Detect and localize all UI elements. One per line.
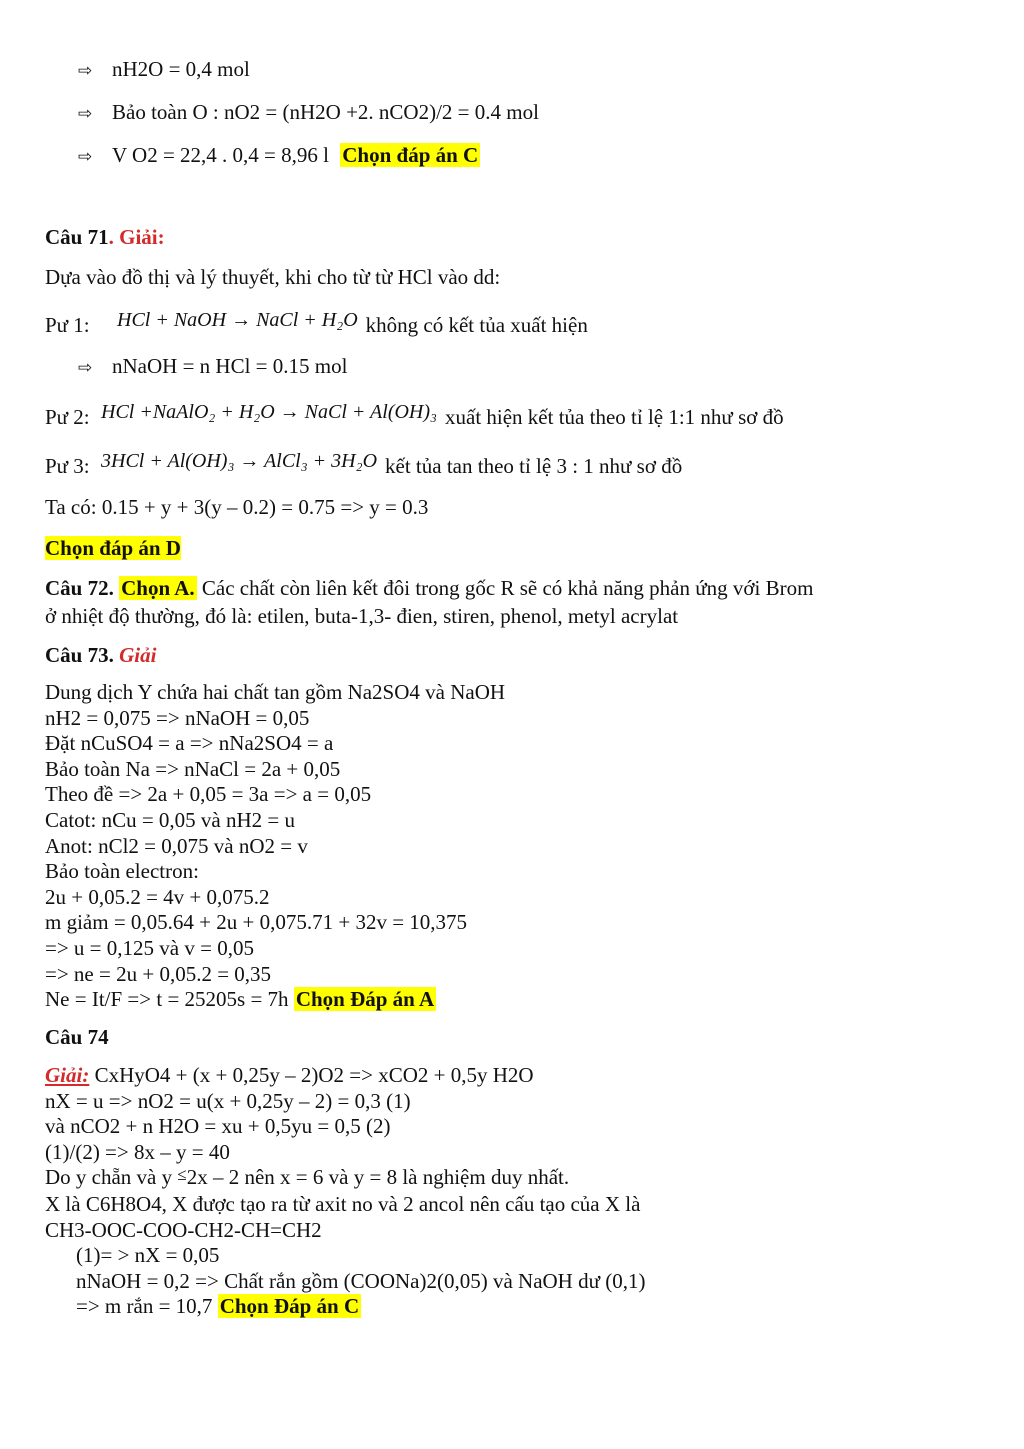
q71-heading: Câu 71. Giải: [45,225,165,249]
q71-result1: ⇨ nNaOH = n HCl = 0.15 mol [78,354,348,378]
q73-heading: Câu 73. Giải [45,643,157,667]
arrow-icon: ⇨ [78,358,93,378]
arrow-icon: ⇨ [78,147,93,167]
line-nh2o: ⇨ nH2O = 0,4 mol [78,57,250,81]
q72-line1: Câu 72. Chọn A. Các chất còn liên kết đôi trong gốc R sẽ có khả năng phản ứng với Brom [45,576,814,600]
equation: HCl +NaAlO₂ + H₂O → NaCl + Al(OH)₃ [101,401,437,423]
q71-answer [45,536,181,560]
answer-highlight: Chọn Đáp án A [295,987,435,1012]
line-bao-toan-o: ⇨ Bảo toàn O : nO2 = (nH2O +2. nCO2)/2 = 0.4 mol [78,100,539,124]
q73-body: Dung dịch Y chứa hai chất tan gồm Na2SO4 và NaOH nH2 = 0,075 => nNaOH = 0,05 Đặt nCuSO4 = a => nNa2SO4 = a Bảo toàn Na => nNaCl = 2a + 0,05 Theo đề => 2a + 0,05 = 3a => a = 0,05 Catot: nCu = 0,05 và nH2 = u Anot: nCl2 = 0,075 và nO2 = v Bảo toàn electron: 2u + 0,05.2 = 4v + 0,075.2 m giảm = 0,05.64 + 2u + 0,075.71 + 32v = 10,375 => u = 0,125 và v = 0,05 => ne = 2u + 0,05.2 = 0,35 Ne = It/F => t = 25205s = 7h Chọn Đáp án A [45,680,506,1012]
q71-pu1: Pư 1: HCl + NaOH → NaCl + H₂O không có kết tủa xuất hiện [45,309,588,337]
answer-highlight: Chọn A. [121,576,195,600]
q74-body: Giải: CxHyO4 + (x + 0,25y – 2)O2 => xCO2 + 0,5y H2O nX = u => nO2 = u(x + 0,25y – 2) = 0,3 (1) và nCO2 + n H2O = xu + 0,5yu = 0,5 (2) (1)/(2) => 8x – y = 40 Do y chẵn và y ≤2x – 2 nên x = 6 và y = 8 là nghiệm duy nhất. X là C6H8O4, X được tạo ra từ axit no và 2 ancol nên cấu tạo của X là CH3-OOC-COO-CH2-CH=CH2 (1)= > nX = 0,05 nNaOH = 0,2 => Chất rắn gồm (COONa)2(0,05) và NaOH dư (0,1) => m rắn = 10,7 Chọn Đáp án C [45,1063,646,1319]
answer-highlight: Chọn đáp án D [45,536,181,560]
answer-highlight: Chọn Đáp án C [219,1294,360,1319]
equation: HCl + NaOH → NaCl + H₂O [117,309,358,331]
arrow-icon: ⇨ [78,61,93,81]
arrow-icon: ⇨ [78,104,93,124]
answer-highlight: Chọn đáp án C [342,143,479,167]
less-equal-icon: ≤ [177,1165,187,1185]
equation: 3HCl + Al(OH)₃ → AlCl₃ + 3H₂O [101,450,378,472]
q71-intro: Dựa vào đồ thị và lý thuyết, khi cho từ từ HCl vào dd: [45,265,501,289]
q71-pu3: Pư 3: 3HCl + Al(OH)₃ → AlCl₃ + 3H₂O kết tủa tan theo tỉ lệ 3 : 1 như sơ đồ [45,450,683,478]
line-vo2: ⇨ V O2 = 22,4 . 0,4 = 8,96 l Chọn đáp án C [78,143,479,167]
q74-heading: Câu 74 [45,1025,109,1049]
q71-pu2: Pư 2: HCl +NaAlO₂ + H₂O → NaCl + Al(OH)₃ xuất hiện kết tủa theo tỉ lệ 1:1 như sơ đồ [45,401,784,429]
q71-taco: Ta có: 0.15 + y + 3(y – 0.2) = 0.75 => y = 0.3 [45,495,429,519]
q72-line2: ở nhiệt độ thường, đó là: etilen, buta-1,3- đien, stiren, phenol, metyl acrylat [45,604,679,628]
